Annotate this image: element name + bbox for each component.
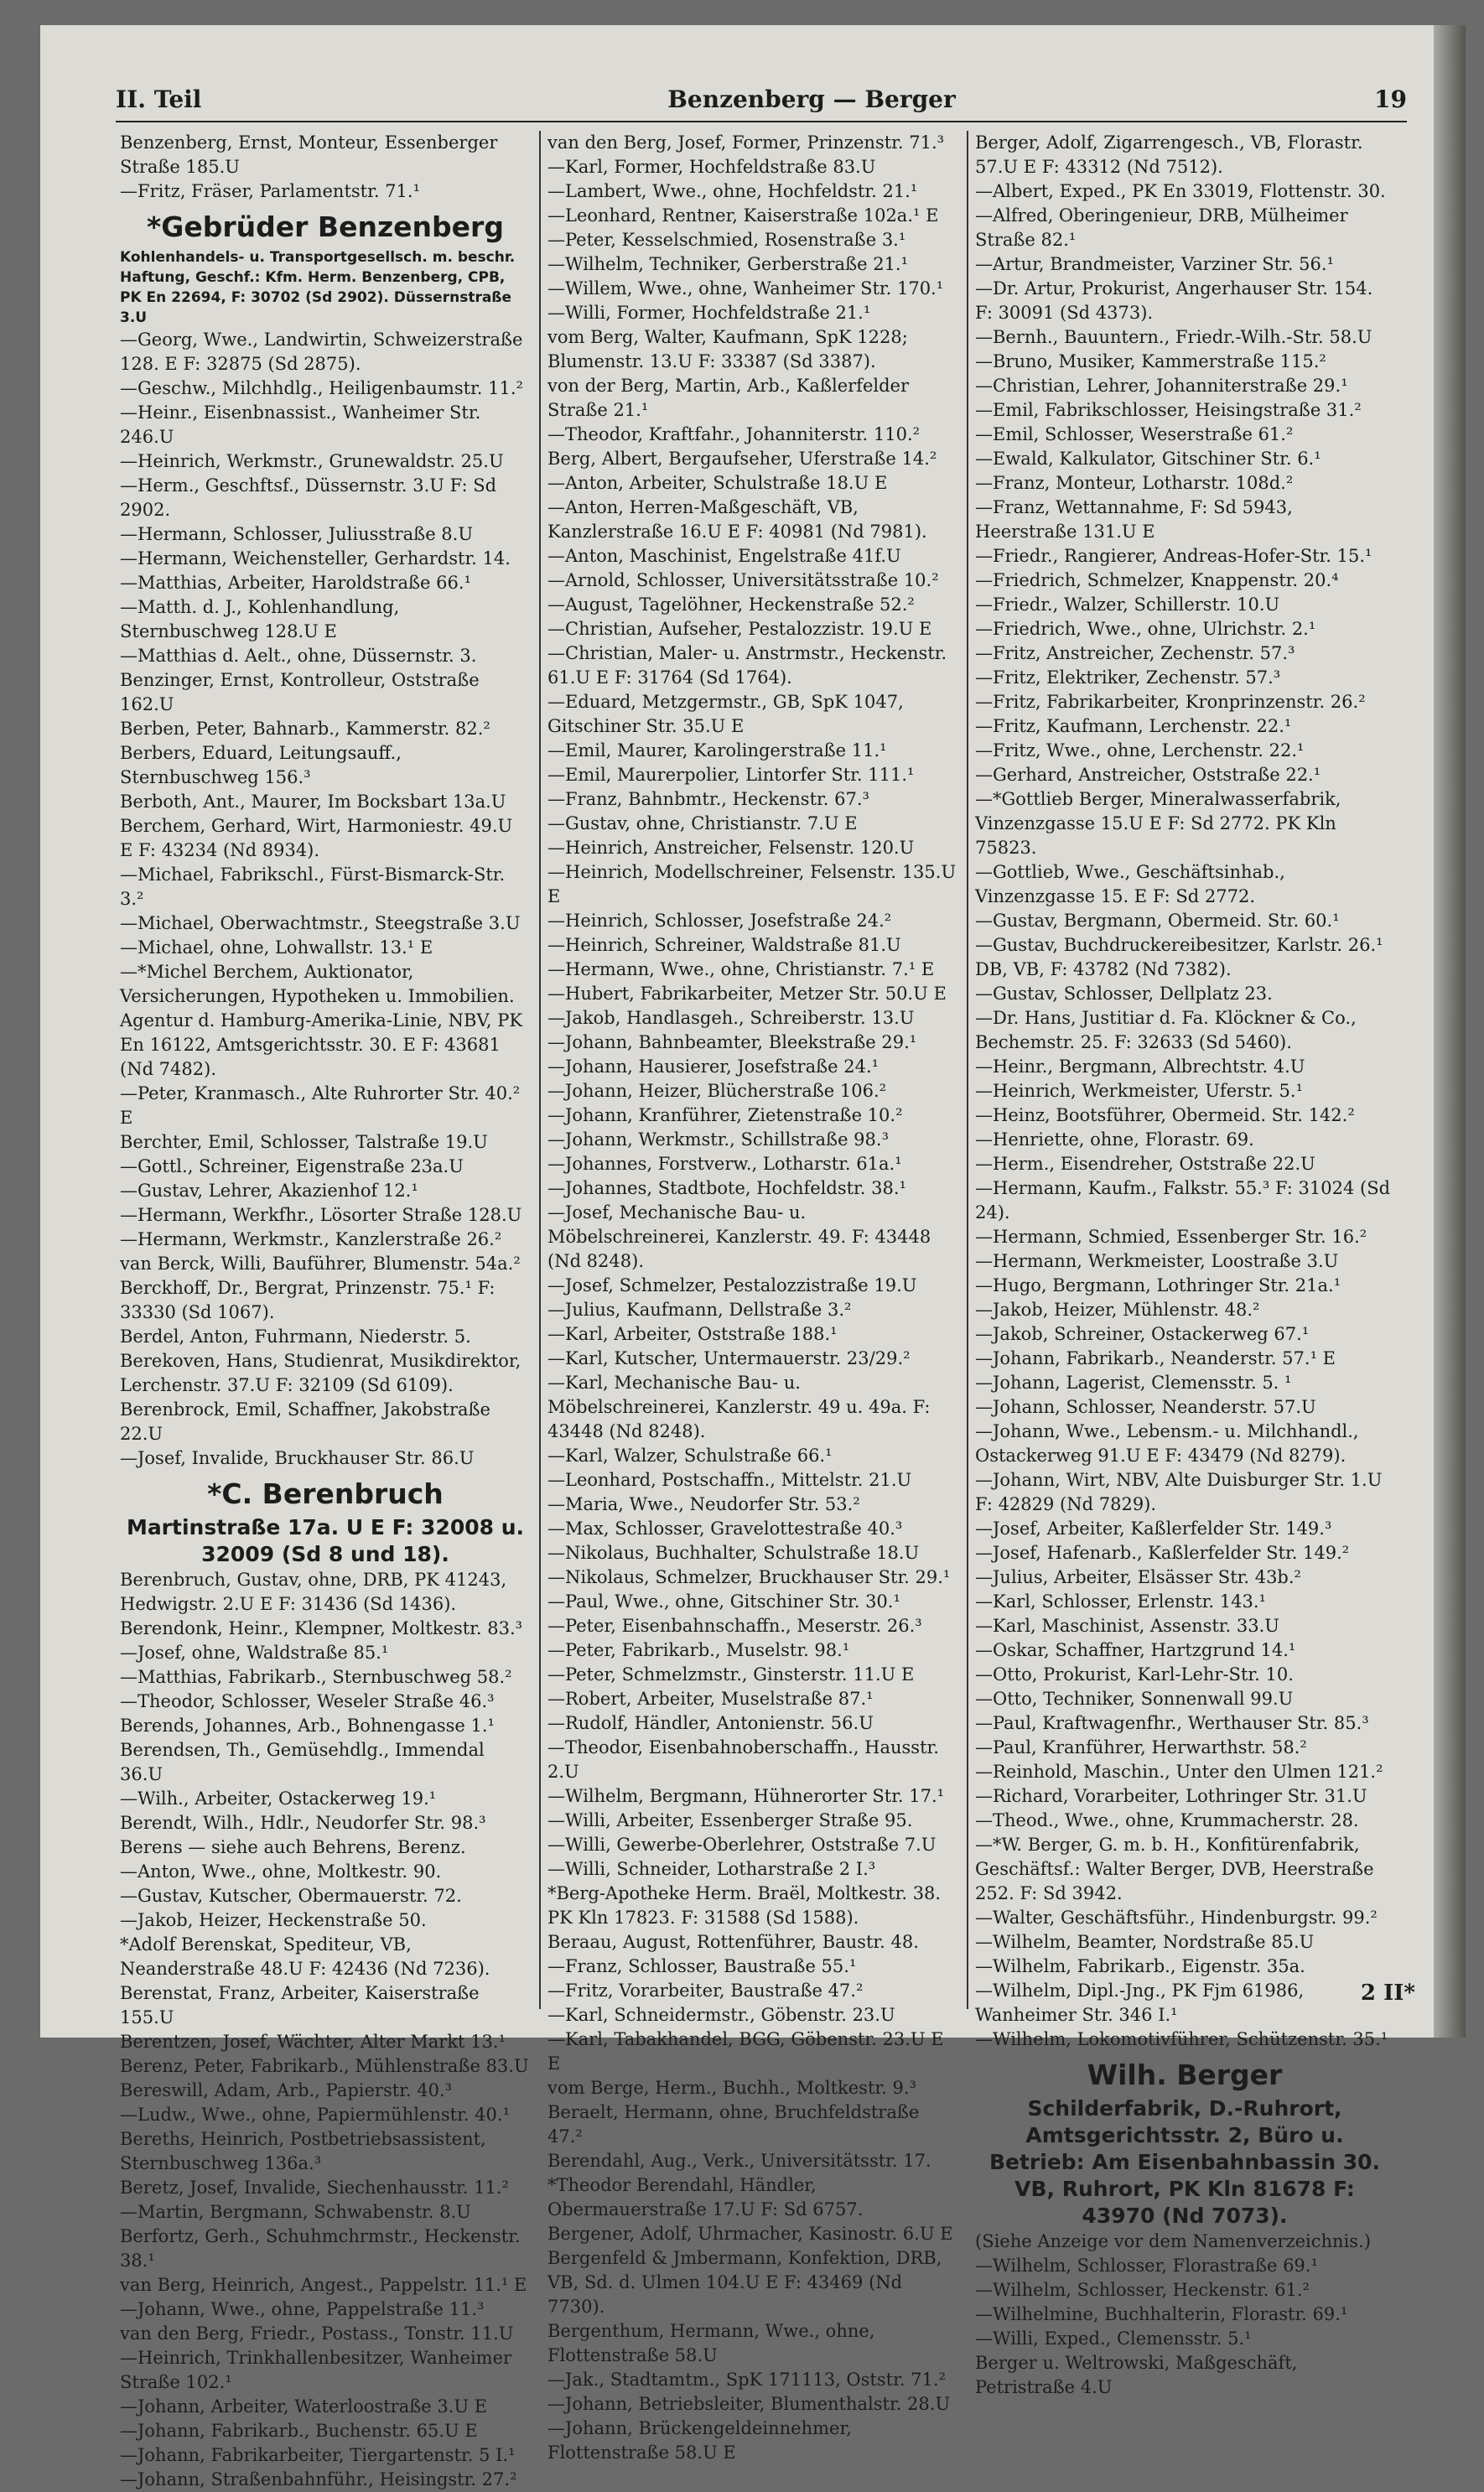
- directory-entry: Berenz, Peter, Fabrikarb., Mühlenstraße 83.U: [120, 2056, 529, 2076]
- directory-entry: —Wilhelm, Bergmann, Hühnerorter Str. 17.¹: [547, 1786, 945, 1806]
- directory-entry: —Johann, Schlosser, Neanderstr. 57.U: [975, 1397, 1316, 1417]
- directory-entry: —Nikolaus, Schmelzer, Bruckhauser Str. 29.¹: [547, 1567, 951, 1587]
- directory-entry: —Willi, Arbeiter, Essenberger Straße 95.: [547, 1810, 913, 1830]
- directory-entry: —Maria, Wwe., Neudorfer Str. 53.²: [547, 1494, 860, 1514]
- running-title: Benzenberg — Berger: [667, 86, 956, 113]
- directory-page: [40, 25, 1466, 2489]
- directory-entry: —*W. Berger, G. m. b. H., Konfitürenfabrik, Geschäftsf.: Walter Berger, DVB, Heerstraße 252. F: Sd 3942.: [975, 1835, 1374, 1903]
- directory-entry: —Leonhard, Postschaffn., Mittelstr. 21.U: [547, 1470, 912, 1490]
- directory-entry: —Gustav, Lehrer, Akazienhof 12.¹: [120, 1181, 418, 1201]
- directory-entry: Berg, Albert, Bergaufseher, Uferstraße 14.²: [547, 449, 937, 469]
- directory-entry: *Berg-Apotheke Herm. Braël, Moltkestr. 38. PK Kln 17823. F: 31588 (Sd 1588).: [547, 1883, 942, 1928]
- directory-entry: —Herm., Geschftsf., Düssernstr. 3.U F: Sd 2902.: [120, 475, 497, 520]
- directory-entry: —Bernh., Bauuntern., Friedr.-Wilh.-Str. 58.U: [975, 327, 1372, 347]
- directory-entry: —Friedr., Walzer, Schillerstr. 10.U: [975, 594, 1280, 615]
- directory-entry: —Willem, Wwe., ohne, Wanheimer Str. 170.¹: [547, 278, 944, 299]
- directory-entry: —Georg, Wwe., Landwirtin, Schweizerstraße 128. E F: 32875 (Sd 2875).: [120, 330, 523, 374]
- page-header: [116, 84, 1407, 122]
- directory-entry: Berenbruch, Gustav, ohne, DRB, PK 41243, Hedwigstr. 2.U E F: 31436 (Sd 1436).: [120, 1570, 507, 1614]
- directory-entry: —Fritz, Fräser, Parlamentstr. 71.¹: [120, 181, 420, 201]
- directory-entry: —Wilhelm, Schlosser, Heckenstr. 61.²: [975, 2280, 1310, 2300]
- directory-entry: —Johann, Fabrikarb., Buchenstr. 65.U E: [120, 2421, 478, 2441]
- firm-description: Kohlenhandels- u. Transportgesellsch. m. beschr. Haftung, Geschf.: Kfm. Herm. Benzenberg, CPB, PK En 22694, F: 30702 (Sd 2902). Düssernstraße 3.U: [120, 249, 516, 326]
- directory-entry: van Berg, Heinrich, Angest., Pappelstr. 11.¹ E: [120, 2275, 527, 2295]
- directory-entry: —Otto, Techniker, Sonnenwall 99.U: [975, 1689, 1294, 1709]
- directory-entry: —Paul, Kranführer, Herwarthstr. 58.²: [975, 1737, 1307, 1757]
- directory-entry: Bereswill, Adam, Arb., Papierstr. 40.³: [120, 2080, 453, 2100]
- directory-entry: Benzenberg, Ernst, Monteur, Essenberger Straße 185.U: [120, 132, 498, 177]
- directory-entry: Beretz, Josef, Invalide, Siechenhausstr. 11.²: [120, 2178, 509, 2198]
- directory-entry: —Wilhelm, Techniker, Gerberstraße 21.¹: [547, 254, 909, 274]
- directory-entry: —Peter, Fabrikarb., Muselstr. 98.¹: [547, 1640, 850, 1660]
- directory-entry: —Christian, Lehrer, Johanniterstraße 29.¹: [975, 376, 1348, 396]
- directory-entry: —Michael, ohne, Lohwallstr. 13.¹ E: [120, 937, 433, 958]
- column-2: [547, 131, 958, 2463]
- directory-entry: —Matthias d. Aelt., ohne, Düssernstr. 3.: [120, 646, 477, 666]
- directory-entry: —Gustav, Buchdruckereibesitzer, Karlstr. 26.¹ DB, VB, F: 43782 (Nd 7382).: [975, 935, 1383, 979]
- directory-entry: —Leonhard, Rentner, Kaiserstraße 102a.¹ E: [547, 205, 939, 226]
- directory-entry: —Wilhelm, Dipl.-Jng., PK Fjm 61986, Wanheimer Str. 346 I.¹: [975, 1981, 1305, 2025]
- directory-entry: Berben, Peter, Bahnarb., Kammerstr. 82.²: [120, 719, 490, 739]
- directory-entry: —Julius, Kaufmann, Dellstraße 3.²: [547, 1300, 852, 1320]
- directory-entry: Berbers, Eduard, Leitungsauff., Sternbuschweg 156.³: [120, 743, 402, 787]
- directory-entry: —Geschw., Milchhdlg., Heiligenbaumstr. 11.²: [120, 378, 523, 398]
- directory-entry: —Fritz, Vorarbeiter, Baustraße 47.²: [547, 1981, 864, 2001]
- directory-entry: —Josef, Mechanische Bau- u. Möbelschreinerei, Kanzlerstr. 49. F: 43448 (Nd 8248).: [547, 1202, 931, 1271]
- directory-entry: —Jakob, Heizer, Heckenstraße 50.: [120, 1910, 427, 1930]
- directory-entry: —Emil, Maurerpolier, Lintorfer Str. 111.¹: [547, 765, 915, 785]
- directory-entry: vom Berge, Herm., Buchh., Moltkestr. 9.³: [547, 2078, 916, 2098]
- directory-entry: —Hubert, Fabrikarbeiter, Metzer Str. 50.U E: [547, 984, 947, 1004]
- directory-entry: —Heinrich, Werkmstr., Grunewaldstr. 25.U: [120, 451, 504, 471]
- directory-entry: Berendsen, Th., Gemüsehdlg., Immendal 36.U: [120, 1740, 485, 1784]
- directory-entry: —Gustav, Kutscher, Obermauerstr. 72.: [120, 1886, 462, 1906]
- directory-entry: —Johann, Lagerist, Clemensstr. 5. ¹: [975, 1373, 1292, 1393]
- directory-entry: —Fritz, Elektriker, Zechenstr. 57.³: [975, 667, 1281, 688]
- directory-entry: —Nikolaus, Buchhalter, Schulstraße 18.U: [547, 1543, 920, 1563]
- directory-entry: —Johannes, Stadtbote, Hochfeldstr. 38.¹: [547, 1178, 906, 1198]
- directory-entry: —Michael, Oberwachtmstr., Steegstraße 3.U: [120, 913, 521, 933]
- directory-entry: *Adolf Berenskat, Spediteur, VB, Neanderstraße 48.U F: 42436 (Nd 7236).: [120, 1934, 490, 1979]
- directory-entry: —Heinz, Bootsführer, Obermeid. Str. 142.²: [975, 1105, 1355, 1125]
- firm-address: Schilderfabrik, D.-Ruhrort, Amtsgerichtsstr. 2, Büro u. Betrieb: Am Eisenbahnbassin 30. VB, Ruhrort, PK Kln 81678 F: 43970 (Nd 7073).: [988, 2096, 1381, 2228]
- directory-entry: —Bruno, Musiker, Kammerstraße 115.²: [975, 351, 1326, 371]
- directory-entry: —Johann, Wwe., ohne, Pappelstraße 11.³: [120, 2299, 485, 2319]
- directory-entry: —Karl, Kutscher, Untermauerstr. 23/29.²: [547, 1348, 911, 1368]
- directory-entry: —Willi, Former, Hochfeldstraße 21.¹: [547, 303, 871, 323]
- directory-entry: —Franz, Wettannahme, F: Sd 5943, Heerstraße 131.U E: [975, 497, 1293, 542]
- directory-entry: Berboth, Ant., Maurer, Im Bocksbart 13a.U: [120, 792, 506, 812]
- directory-entry: Beraau, August, Rottenführer, Baustr. 48.: [547, 1932, 919, 1952]
- directory-entry: —Fritz, Fabrikarbeiter, Kronprinzenstr. 26.²: [975, 692, 1366, 712]
- directory-entry: —Heinrich, Werkmeister, Uferstr. 5.¹: [975, 1081, 1303, 1101]
- directory-entry: —*Gottlieb Berger, Mineralwasserfabrik, Vinzenzgasse 15.U E F: Sd 2772. PK Kln 75823.: [975, 789, 1341, 858]
- directory-entry: Berendt, Wilh., Hdlr., Neudorfer Str. 98.³: [120, 1813, 486, 1833]
- directory-entry: —Johann, Fabrikarbeiter, Tiergartenstr. 5 I.¹: [120, 2445, 516, 2465]
- directory-entry: —Wilhelm, Schlosser, Florastraße 69.¹: [975, 2256, 1318, 2276]
- directory-entry: —Gustav, Schlosser, Dellplatz 23.: [975, 984, 1273, 1004]
- directory-entry: —Friedrich, Schmelzer, Knappenstr. 20.⁴: [975, 570, 1339, 590]
- firm-heading: *Gebrüder Benzenberg: [147, 210, 504, 243]
- directory-entry: —Hermann, Weichensteller, Gerhardstr. 14.: [120, 548, 511, 568]
- directory-entry: Bergenthum, Hermann, Wwe., ohne, Flottenstraße 58.U: [547, 2321, 875, 2365]
- directory-entry: —Willi, Exped., Clemensstr. 5.¹: [975, 2328, 1252, 2349]
- directory-entry: —Franz, Schlosser, Baustraße 55.¹: [547, 1956, 857, 1976]
- directory-entry: —Gustav, ohne, Christianstr. 7.U E: [547, 813, 858, 833]
- directory-entry: —Dr. Hans, Justitiar d. Fa. Klöckner & Co., Bechemstr. 25. F: 32633 (Sd 5460).: [975, 1008, 1357, 1052]
- directory-entry: —Karl, Tabakhandel, BGG, Göbenstr. 23.U E E: [547, 2029, 944, 2074]
- directory-entry: —Jak., Stadtamtm., SpK 171113, Oststr. 71.²: [547, 2370, 946, 2390]
- directory-entry: —Heinrich, Modellschreiner, Felsenstr. 135.U E: [547, 862, 957, 906]
- directory-entry: Berendonk, Heinr., Klempner, Moltkestr. 83.³: [120, 1618, 523, 1638]
- directory-entry: Berdel, Anton, Fuhrmann, Niederstr. 5.: [120, 1326, 471, 1347]
- directory-entry: vom Berg, Walter, Kaufmann, SpK 1228; Blumenstr. 13.U F: 33387 (Sd 3387).: [547, 327, 908, 371]
- directory-entry: —Johann, Betriebsleiter, Blumenthalstr. 28.U: [547, 2394, 951, 2414]
- directory-entry: —Jakob, Schreiner, Ostackerweg 67.¹: [975, 1324, 1310, 1344]
- directory-entry: —Christian, Aufseher, Pestalozzistr. 19.U E: [547, 619, 932, 639]
- directory-entry: —Josef, ohne, Waldstraße 85.¹: [120, 1643, 389, 1663]
- directory-entry: Berchter, Emil, Schlosser, Talstraße 19.U: [120, 1132, 488, 1152]
- directory-entry: —Willi, Gewerbe-Oberlehrer, Oststraße 7.U: [547, 1835, 937, 1855]
- directory-entry: van Berck, Willi, Bauführer, Blumenstr. 54a.²: [120, 1254, 521, 1274]
- directory-entry: Berger, Adolf, Zigarrengesch., VB, Florastr. 57.U E F: 43312 (Nd 7512).: [975, 132, 1363, 177]
- directory-entry: —Johann, Brückengeldeinnehmer, Flottenstraße 58.U E: [547, 2418, 852, 2463]
- directory-entry: —Arnold, Schlosser, Universitätsstraße 10.²: [547, 570, 939, 590]
- directory-entry: —Wilhelm, Fabrikarb., Eigenstr. 35a.: [975, 1956, 1305, 1976]
- directory-entry: —Johann, Hausierer, Josefstraße 24.¹: [547, 1057, 880, 1077]
- directory-entry: —Albert, Exped., PK En 33019, Flottenstr. 30.: [975, 181, 1386, 201]
- directory-entry: Berentzen, Josef, Wächter, Alter Markt 13.¹: [120, 2032, 506, 2052]
- directory-entry: —Walter, Geschäftsführ., Hindenburgstr. 99.²: [975, 1908, 1378, 1928]
- directory-entry: —Matthias, Fabrikarb., Sternbuschweg 58.²: [120, 1667, 512, 1687]
- directory-entry: —Julius, Arbeiter, Elsässer Str. 43b.²: [975, 1567, 1301, 1587]
- firm-address: Martinstraße 17a. U E F: 32008 u. 32009 (Sd 8 und 18).: [126, 1515, 525, 1566]
- column-3: [975, 131, 1394, 2397]
- directory-entry: —Paul, Wwe., ohne, Gitschiner Str. 30.¹: [547, 1591, 900, 1612]
- directory-entry: von der Berg, Martin, Arb., Kaßlerfelder Straße 21.¹: [547, 376, 909, 420]
- page-edge: [1434, 25, 1466, 2038]
- directory-entry: —Johann, Straßenbahnführ., Heisingstr. 27.²: [120, 2469, 517, 2489]
- directory-entry: —Emil, Schlosser, Weserstraße 61.²: [975, 424, 1294, 444]
- directory-entry: Berenbrock, Emil, Schaffner, Jakobstraße 22.U: [120, 1399, 490, 1444]
- directory-entry: Bereths, Heinrich, Postbetriebsassistent, Sternbuschweg 136a.³: [120, 2129, 486, 2173]
- directory-entry: —Theod., Wwe., ohne, Krummacherstr. 28.: [975, 1810, 1359, 1830]
- directory-entry: —Ewald, Kalkulator, Gitschiner Str. 6.¹: [975, 449, 1321, 469]
- directory-entry: —Gottlieb, Wwe., Geschäftsinhab., Vinzenzgasse 15. E F: Sd 2772.: [975, 862, 1285, 906]
- directory-entry: —Jakob, Heizer, Mühlenstr. 48.²: [975, 1300, 1260, 1320]
- directory-entry: —Anton, Herren-Maßgeschäft, VB, Kanzlerstraße 16.U E F: 40981 (Nd 7981).: [547, 497, 927, 542]
- directory-entry: —Gustav, Bergmann, Obermeid. Str. 60.¹: [975, 911, 1340, 931]
- directory-entry: —Johann, Fabrikarb., Neanderstr. 57.¹ E: [975, 1348, 1336, 1368]
- directory-entry: —Johann, Wwe., Lebensm.- u. Milchhandl., Ostackerweg 91.U E F: 43479 (Nd 8279).: [975, 1421, 1359, 1466]
- directory-entry: —Ludw., Wwe., ohne, Papiermühlenstr. 40.¹: [120, 2105, 510, 2125]
- directory-entry: —Anton, Maschinist, Engelstraße 41f.U: [547, 546, 901, 566]
- directory-entry: Benzinger, Ernst, Kontrolleur, Oststraße 162.U: [120, 670, 480, 714]
- directory-entry: —Theodor, Schlosser, Weseler Straße 46.³: [120, 1691, 495, 1711]
- directory-entry: —Paul, Kraftwagenfhr., Werthauser Str. 85.³: [975, 1713, 1369, 1733]
- directory-entry: —Friedrich, Wwe., ohne, Ulrichstr. 2.¹: [975, 619, 1316, 639]
- directory-entry: —Fritz, Kaufmann, Lerchenstr. 22.¹: [975, 716, 1292, 736]
- directory-entry: —Peter, Schmelzmstr., Ginsterstr. 11.U E: [547, 1664, 915, 1685]
- directory-entry: —Heinrich, Anstreicher, Felsenstr. 120.U: [547, 838, 915, 858]
- directory-entry: —Christian, Maler- u. Anstrmstr., Heckenstr. 61.U E F: 31764 (Sd 1764).: [547, 643, 947, 688]
- directory-entry: —Anton, Arbeiter, Schulstraße 18.U E: [547, 473, 888, 493]
- signature-mark: 2 II*: [1360, 1981, 1415, 2006]
- directory-entry: Beraelt, Hermann, ohne, Bruchfeldstraße 47.²: [547, 2102, 920, 2147]
- directory-entry: —Michael, Fabrikschl., Fürst-Bismarck-Str. 3.²: [120, 864, 506, 909]
- directory-entry: —Wilhelm, Lokomotivführer, Schützenstr. 35.¹: [975, 2029, 1388, 2049]
- directory-entry: Bergenfeld & Jmbermann, Konfektion, DRB, VB, Sd. d. Ulmen 104.U E F: 43469 (Nd 7730).: [547, 2248, 942, 2317]
- directory-entry: —Eduard, Metzgermstr., GB, SpK 1047, Gitschiner Str. 35.U E: [547, 692, 904, 736]
- directory-entry: —Fritz, Wwe., ohne, Lerchenstr. 22.¹: [975, 740, 1305, 761]
- directory-entry: —Theodor, Eisenbahnoberschaffn., Hausstr. 2.U: [547, 1737, 939, 1782]
- directory-entry: —Alfred, Oberingenieur, DRB, Mülheimer Straße 82.¹: [975, 205, 1348, 250]
- directory-entry: —Karl, Arbeiter, Oststraße 188.¹: [547, 1324, 838, 1344]
- directory-entry: —Fritz, Anstreicher, Zechenstr. 57.³: [975, 643, 1295, 663]
- directory-entry: —Josef, Hafenarb., Kaßlerfelder Str. 149.²: [975, 1543, 1350, 1563]
- directory-entry: —Wilh., Arbeiter, Ostackerweg 19.¹: [120, 1789, 437, 1809]
- directory-entry: —Franz, Bahnbmtr., Heckenstr. 67.³: [547, 789, 869, 809]
- directory-entry: —Rudolf, Händler, Antonienstr. 56.U: [547, 1713, 874, 1733]
- directory-entry: van den Berg, Friedr., Postass., Tonstr. 11.U: [120, 2323, 514, 2344]
- directory-entry: —Richard, Vorarbeiter, Lothringer Str. 31.U: [975, 1786, 1367, 1806]
- directory-entry: —Peter, Eisenbahnschaffn., Meserstr. 26.³: [547, 1616, 922, 1636]
- directory-entry: —Johann, Bahnbeamter, Bleekstraße 29.¹: [547, 1032, 917, 1052]
- directory-entry: —Henriette, ohne, Florastr. 69.: [975, 1129, 1254, 1150]
- directory-entry: —Peter, Kesselschmied, Rosenstraße 3.¹: [547, 230, 906, 250]
- directory-entry: —Karl, Former, Hochfeldstraße 83.U: [547, 157, 876, 177]
- directory-entry: —Lambert, Wwe., ohne, Hochfeldstr. 21.¹: [547, 181, 918, 201]
- directory-entry: —Heinrich, Schlosser, Josefstraße 24.²: [547, 911, 892, 931]
- directory-entry: Berger u. Weltrowski, Maßgeschäft, Petristraße 4.U: [975, 2353, 1298, 2397]
- directory-entry: —Johann, Kranführer, Zietenstraße 10.²: [547, 1105, 903, 1125]
- directory-entry: —Matthias, Arbeiter, Haroldstraße 66.¹: [120, 573, 471, 593]
- directory-entry: Berendahl, Aug., Verk., Universitätsstr. 17.: [547, 2151, 931, 2171]
- directory-entry: —Willi, Schneider, Lotharstraße 2 I.³: [547, 1859, 876, 1879]
- directory-entry: Berenstat, Franz, Arbeiter, Kaiserstraße 155.U: [120, 1983, 480, 2027]
- directory-entry: —Herm., Eisendreher, Oststraße 22.U: [975, 1154, 1315, 1174]
- directory-entry: Berckhoff, Dr., Bergrat, Prinzenstr. 75.¹ F: 33330 (Sd 1067).: [120, 1278, 496, 1322]
- directory-entry: —August, Tagelöhner, Heckenstraße 52.²: [547, 594, 915, 615]
- directory-entry: —Johannes, Forstverw., Lotharstr. 61a.¹: [547, 1154, 902, 1174]
- directory-entry: —Peter, Kranmasch., Alte Ruhrorter Str. 40.² E: [120, 1083, 521, 1128]
- directory-entry: —Karl, Schlosser, Erlenstr. 143.¹: [975, 1591, 1266, 1612]
- directory-entry: —Dr. Artur, Prokurist, Angerhauser Str. 154. F: 30091 (Sd 4373).: [975, 278, 1373, 323]
- directory-entry: —Johann, Werkmstr., Schillstraße 98.³: [547, 1129, 889, 1150]
- directory-entry: —Oskar, Schaffner, Hartzgrund 14.¹: [975, 1640, 1296, 1660]
- directory-entry: —Karl, Walzer, Schulstraße 66.¹: [547, 1446, 833, 1466]
- directory-entry: —Hermann, Werkmstr., Kanzlerstraße 26.²: [120, 1229, 502, 1249]
- firm-heading: Wilh. Berger: [1087, 2058, 1283, 2091]
- directory-entry: Berekoven, Hans, Studienrat, Musikdirektor, Lerchenstr. 37.U F: 32109 (Sd 6109).: [120, 1351, 521, 1395]
- directory-entry: —Emil, Fabrikschlosser, Heisingstraße 31.²: [975, 400, 1362, 420]
- firm-heading: *C. Berenbruch: [207, 1477, 444, 1510]
- directory-entry: —Hermann, Kaufm., Falkstr. 55.³ F: 31024 (Sd 24).: [975, 1178, 1391, 1223]
- directory-entry: —Matth. d. J., Kohlenhandlung, Sternbuschweg 128.U E: [120, 597, 400, 641]
- directory-entry: —Karl, Mechanische Bau- u. Möbelschreinerei, Kanzlerstr. 49 u. 49a. F: 43448 (Nd 8248).: [547, 1373, 931, 1441]
- directory-entry: —Johann, Arbeiter, Waterloostraße 3.U E: [120, 2396, 488, 2417]
- directory-entry: —Heinrich, Trinkhallenbesitzer, Wanheimer Straße 102.¹: [120, 2348, 512, 2392]
- directory-entry: (Siehe Anzeige vor dem Namenverzeichnis.): [975, 2231, 1371, 2251]
- directory-entry: —Hermann, Wwe., ohne, Christianstr. 7.¹ E: [547, 959, 935, 979]
- directory-entry: —Hermann, Schlosser, Juliusstraße 8.U: [120, 524, 474, 544]
- directory-entry: —Wilhelmine, Buchhalterin, Florastr. 69.¹: [975, 2304, 1348, 2324]
- directory-entry: —Theodor, Kraftfahr., Johanniterstr. 110.²: [547, 424, 921, 444]
- directory-entry: —Otto, Prokurist, Karl-Lehr-Str. 10.: [975, 1664, 1294, 1685]
- directory-entry: —Josef, Invalide, Bruckhauser Str. 86.U: [120, 1448, 475, 1468]
- directory-entry: —*Michel Berchem, Auktionator, Versicherungen, Hypotheken u. Immobilien. Agentur d. Hamburg-Amerika-Linie, NBV, PK En 16122, Amtsgerichtsstr. 30. E F: 43681 (Nd 7482).: [120, 962, 523, 1079]
- section-label: II. Teil: [116, 86, 202, 113]
- directory-entry: —Anton, Wwe., ohne, Moltkestr. 90.: [120, 1861, 442, 1882]
- directory-entry: Berfortz, Gerh., Schuhmchrmstr., Heckenstr. 38.¹: [120, 2226, 521, 2271]
- directory-entry: —Karl, Maschinist, Assenstr. 33.U: [975, 1616, 1279, 1636]
- column-rule: [967, 131, 968, 2009]
- directory-entry: —Heinrich, Schreiner, Waldstraße 81.U: [547, 935, 901, 955]
- directory-entry: —Heinr., Bergmann, Albrechtstr. 4.U: [975, 1057, 1305, 1077]
- directory-entry: —Gottl., Schreiner, Eigenstraße 23a.U: [120, 1156, 464, 1176]
- directory-entry: —Jakob, Handlasgeh., Schreiberstr. 13.U: [547, 1008, 915, 1028]
- directory-entry: —Hugo, Bergmann, Lothringer Str. 21a.¹: [975, 1275, 1341, 1295]
- directory-entry: Berchem, Gerhard, Wirt, Harmoniestr. 49.U E F: 43234 (Nd 8934).: [120, 816, 513, 860]
- directory-entry: —Robert, Arbeiter, Muselstraße 87.¹: [547, 1689, 874, 1709]
- column-1: [120, 131, 531, 2489]
- directory-entry: —Karl, Schneidermstr., Göbenstr. 23.U: [547, 2005, 895, 2025]
- directory-entry: —Hermann, Werkmeister, Loostraße 3.U: [975, 1251, 1339, 1271]
- directory-entry: Berends, Johannes, Arb., Bohnengasse 1.¹: [120, 1716, 495, 1736]
- directory-entry: —Josef, Arbeiter, Kaßlerfelder Str. 149.³: [975, 1519, 1332, 1539]
- directory-entry: —Reinhold, Maschin., Unter den Ulmen 121.²: [975, 1762, 1383, 1782]
- directory-entry: —Friedr., Rangierer, Andreas-Hofer-Str. 15.¹: [975, 546, 1372, 566]
- directory-entry: Berens — siehe auch Behrens, Berenz.: [120, 1837, 466, 1857]
- directory-entry: Bergener, Adolf, Uhrmacher, Kasinostr. 6.U E: [547, 2224, 953, 2244]
- directory-entry: —Hermann, Schmied, Essenberger Str. 16.²: [975, 1227, 1367, 1247]
- directory-entry: —Emil, Maurer, Karolingerstraße 11.¹: [547, 740, 887, 761]
- directory-entry: —Wilhelm, Beamter, Nordstraße 85.U: [975, 1932, 1315, 1952]
- directory-entry: *Theodor Berendahl, Händler, Obermauerstraße 17.U F: Sd 6757.: [547, 2175, 864, 2219]
- directory-entry: van den Berg, Josef, Former, Prinzenstr. 71.³: [547, 132, 945, 153]
- directory-entry: —Johann, Wirt, NBV, Alte Duisburger Str. 1.U F: 42829 (Nd 7829).: [975, 1470, 1383, 1514]
- directory-entry: —Martin, Bergmann, Schwabenstr. 8.U: [120, 2202, 471, 2222]
- directory-entry: —Gerhard, Anstreicher, Oststraße 22.¹: [975, 765, 1321, 785]
- directory-entry: —Franz, Monteur, Lotharstr. 108d.²: [975, 473, 1294, 493]
- directory-entry: —Max, Schlosser, Gravelottestraße 40.³: [547, 1519, 903, 1539]
- directory-entry: —Johann, Heizer, Blücherstraße 106.²: [547, 1081, 887, 1101]
- directory-entry: —Hermann, Werkfhr., Lösorter Straße 128.U: [120, 1205, 522, 1225]
- directory-entry: —Artur, Brandmeister, Varziner Str. 56.¹: [975, 254, 1334, 274]
- directory-entry: —Heinr., Eisenbnassist., Wanheimer Str. 246.U: [120, 402, 481, 447]
- column-rule: [539, 131, 541, 2009]
- directory-entry: —Josef, Schmelzer, Pestalozzistraße 19.U: [547, 1275, 917, 1295]
- page-number: 19: [1374, 86, 1407, 113]
